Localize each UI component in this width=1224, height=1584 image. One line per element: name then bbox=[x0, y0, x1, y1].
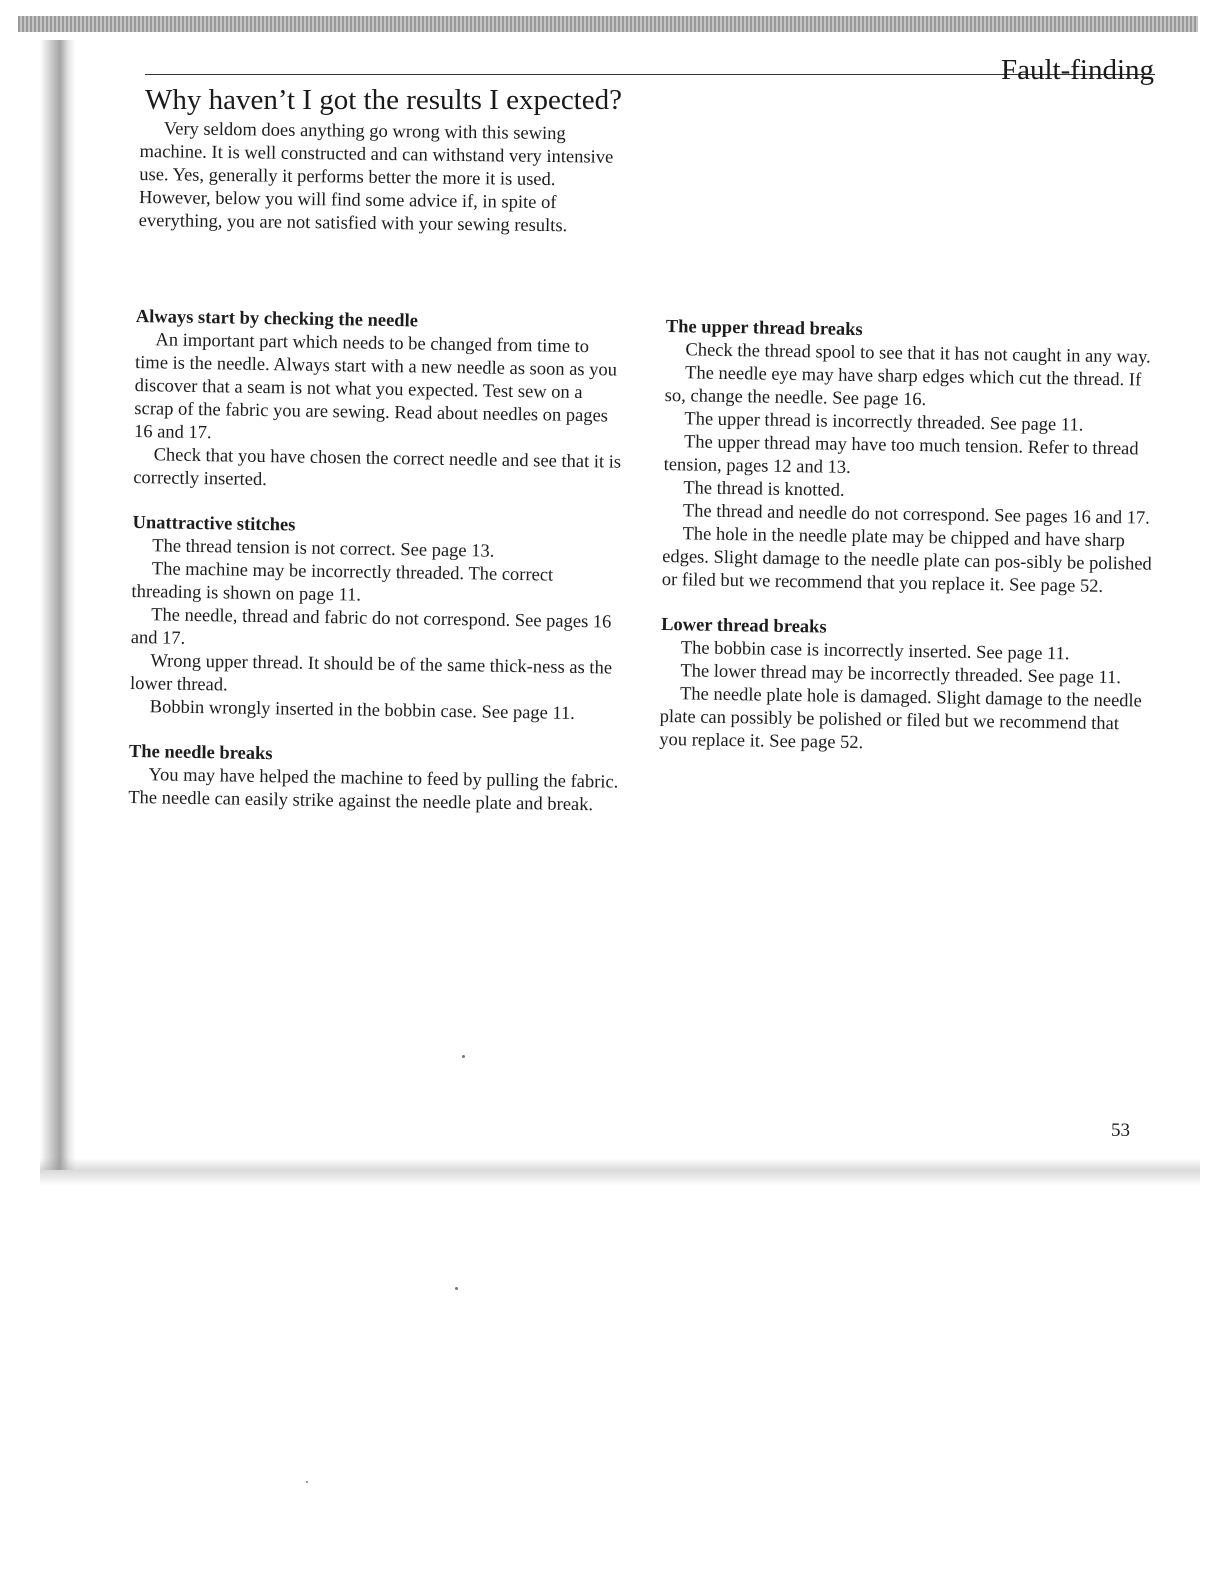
section-lower-thread-breaks bbox=[659, 614, 1151, 760]
paragraph: The thread and needle do not correspond. See pages 16 and 17. bbox=[682, 501, 1151, 529]
left-column bbox=[128, 306, 626, 840]
page-number: 53 bbox=[1111, 1120, 1130, 1141]
binding-shadow bbox=[40, 40, 76, 1170]
section-check-needle bbox=[133, 306, 626, 498]
scan-speck bbox=[455, 1287, 458, 1290]
right-column bbox=[659, 316, 1156, 782]
paragraph: The machine may be incorrectly threaded. The correct threading is shown on page 11. bbox=[131, 559, 554, 606]
intro-paragraph: Very seldom does anything go wrong with this sewing machine. It is well constructed and can withstand very intensive use. Yes, generally it performs better the more it is used. However, below you will find some advice if, in spite of everything, you are not satisfied with your sewing results. bbox=[138, 119, 614, 237]
paragraph: An important part which needs to be changed from time to time is the needle. Always start with a new needle as soon as you discover that a seam is not what you expected. Test sew on a scrap of the fabric you are sewing. Read about needles on pages 16 and 17. bbox=[133, 330, 618, 444]
paragraph: Wrong upper thread. It should be of the same thick-ness as the lower thread. bbox=[129, 651, 613, 696]
paragraph: The thread tension is not correct. See page 13. bbox=[152, 536, 495, 562]
paragraph: You may have helped the machine to feed by pulling the fabric. The needle can easily strike against the needle plate and break. bbox=[128, 765, 619, 816]
paragraph: The thread is knotted. bbox=[683, 478, 845, 501]
scan-speck bbox=[462, 1055, 465, 1058]
section-heading: Lower thread breaks bbox=[660, 614, 827, 638]
paragraph: Check the thread spool to see that it has not caught in any way. bbox=[685, 340, 1151, 368]
paragraph: The upper thread may have too much tension. Refer to thread tension, pages 12 and 13. bbox=[663, 432, 1139, 478]
paragraph: The needle plate hole is damaged. Slight damage to the needle plate can possibly be polished or filed but we recommend that you replace it. See page 52. bbox=[659, 684, 1142, 754]
scan-edge-bar bbox=[18, 16, 1198, 32]
scan-speck bbox=[306, 1481, 308, 1483]
section-heading: Always start by checking the needle bbox=[135, 306, 419, 332]
section-heading: The needle breaks bbox=[128, 741, 273, 765]
section-unattractive-stitches bbox=[130, 512, 623, 727]
section-label: Fault-finding bbox=[1000, 54, 1154, 86]
paragraph: Bobbin wrongly inserted in the bobbin case. See page 11. bbox=[149, 697, 576, 724]
paragraph: The needle, thread and fabric do not correspond. See pages 16 and 17. bbox=[130, 605, 612, 649]
section-upper-thread-breaks bbox=[662, 316, 1156, 600]
paragraph: The upper thread is incorrectly threaded. See page 11. bbox=[684, 409, 1084, 436]
page-title: Why haven’t I got the results I expected? bbox=[145, 84, 622, 116]
paragraph: Check that you have chosen the correct needle and see that it is correctly inserted. bbox=[133, 445, 622, 491]
section-heading: The upper thread breaks bbox=[665, 316, 863, 341]
paragraph: The hole in the needle plate may be chipped and have sharp edges. Slight damage to the needle plate can pos-sibly be polished or filed but we recommend that you replace it. See page 52. bbox=[661, 524, 1152, 597]
bottom-edge-shadow bbox=[40, 1158, 1200, 1186]
section-needle-breaks bbox=[128, 741, 619, 818]
paragraph: The needle eye may have sharp edges which cut the thread. If so, change the needle. See page 16. bbox=[664, 363, 1142, 411]
paragraph: The bobbin case is incorrectly inserted. See page 11. bbox=[680, 638, 1070, 665]
section-heading: Unattractive stitches bbox=[132, 512, 296, 536]
paragraph: The lower thread may be incorrectly threaded. See page 11. bbox=[680, 661, 1122, 689]
